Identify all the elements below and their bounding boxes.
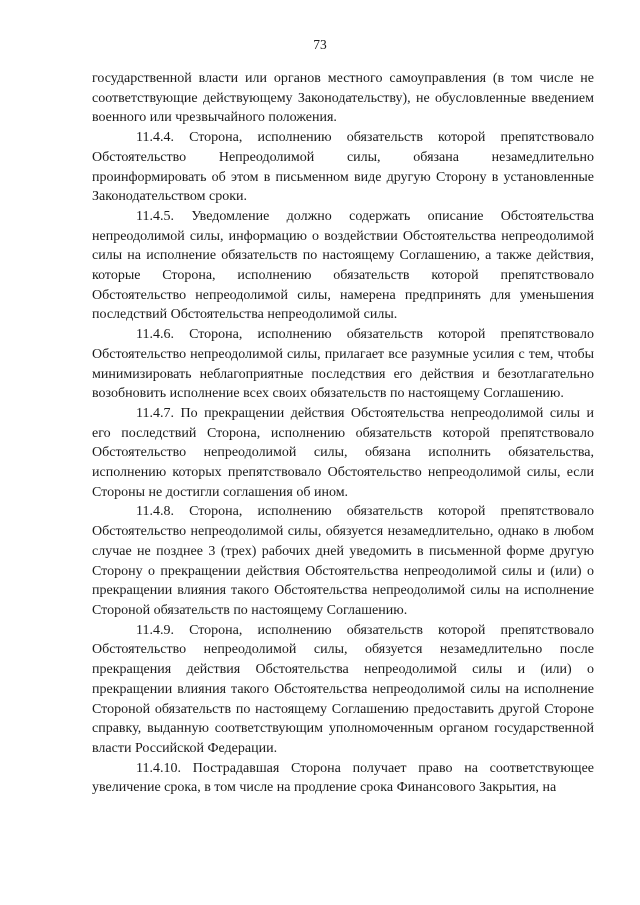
paragraph-11-4-9: 11.4.9. Сторона, исполнению обязательств которой препятствовало Обстоятельство непреодолимой силы, обязуется незамедлительно после прекращения действия Обстоятельства непреодолимой силы и (или) о прекращении влияния такого Обстоятельства непреодолимой силы на исполнение Стороной обязательств по настоящему Соглашению предоставить другой Стороне справку, выданную соответствующим уполномоченным органом государственной власти Российской Федерации. (92, 622, 594, 756)
paragraph-11-4-10: 11.4.10. Пострадавшая Сторона получает право на соответствующее увеличение срока, в том числе на продление срока Финансового Закрытия, на (92, 760, 594, 796)
paragraph-11-4-6: 11.4.6. Сторона, исполнению обязательств которой препятствовало Обстоятельство непреодолимой силы, прилагает все разумные усилия с тем, чтобы минимизировать неблагоприятные последствия его действия и безотлагательно возобновить исполнение всех своих обязательств по настоящему Соглашению. (92, 327, 594, 402)
paragraph-11-4-4: 11.4.4. Сторона, исполнению обязательств которой препятствовало Обстоятельство Непреодолимой силы, обязана незамедлительно проинформировать об этом в письменном виде другую Сторону в установленные Законодательством сроки. (92, 130, 594, 205)
document-body (92, 69, 594, 798)
paragraph-11-4-7: 11.4.7. По прекращении действия Обстоятельства непреодолимой силы и его последствий Сторона, исполнению обязательств которой препятствовало Обстоятельство непреодолимой силы, обязана исполнить обязательства, исполнению которых препятствовало Обстоятельство непреодолимой силы, если Стороны не достигли соглашения об ином. (92, 405, 594, 500)
page-number: 73 (313, 37, 327, 52)
paragraph-11-4-5: 11.4.5. Уведомление должно содержать описание Обстоятельства непреодолимой силы, информацию о воздействии Обстоятельства непреодолимой силы на исполнение обязательств по настоящему Соглашению, а также действия, которые Сторона, исполнению обязательств которой препятствовало Обстоятельство непреодолимой силы, намерена предпринять для уменьшения последствий Обстоятельства непреодолимой силы. (92, 208, 594, 323)
paragraph-11-4-8: 11.4.8. Сторона, исполнению обязательств которой препятствовало Обстоятельство непреодолимой силы, обязуется незамедлительно, однако в любом случае не позднее 3 (трех) рабочих дней уведомить в письменной форме другую Сторону о прекращении действия Обстоятельства непреодолимой силы и (или) о прекращении влияния такого Обстоятельства непреодолимой силы на исполнение Стороной обязательств по настоящему Соглашению. (92, 504, 594, 618)
paragraph-continuation: государственной власти или органов местного самоуправления (в том числе не соответствующие действующему Законодательству), не обусловленные введением военного или чрезвычайного положения. (92, 71, 594, 126)
